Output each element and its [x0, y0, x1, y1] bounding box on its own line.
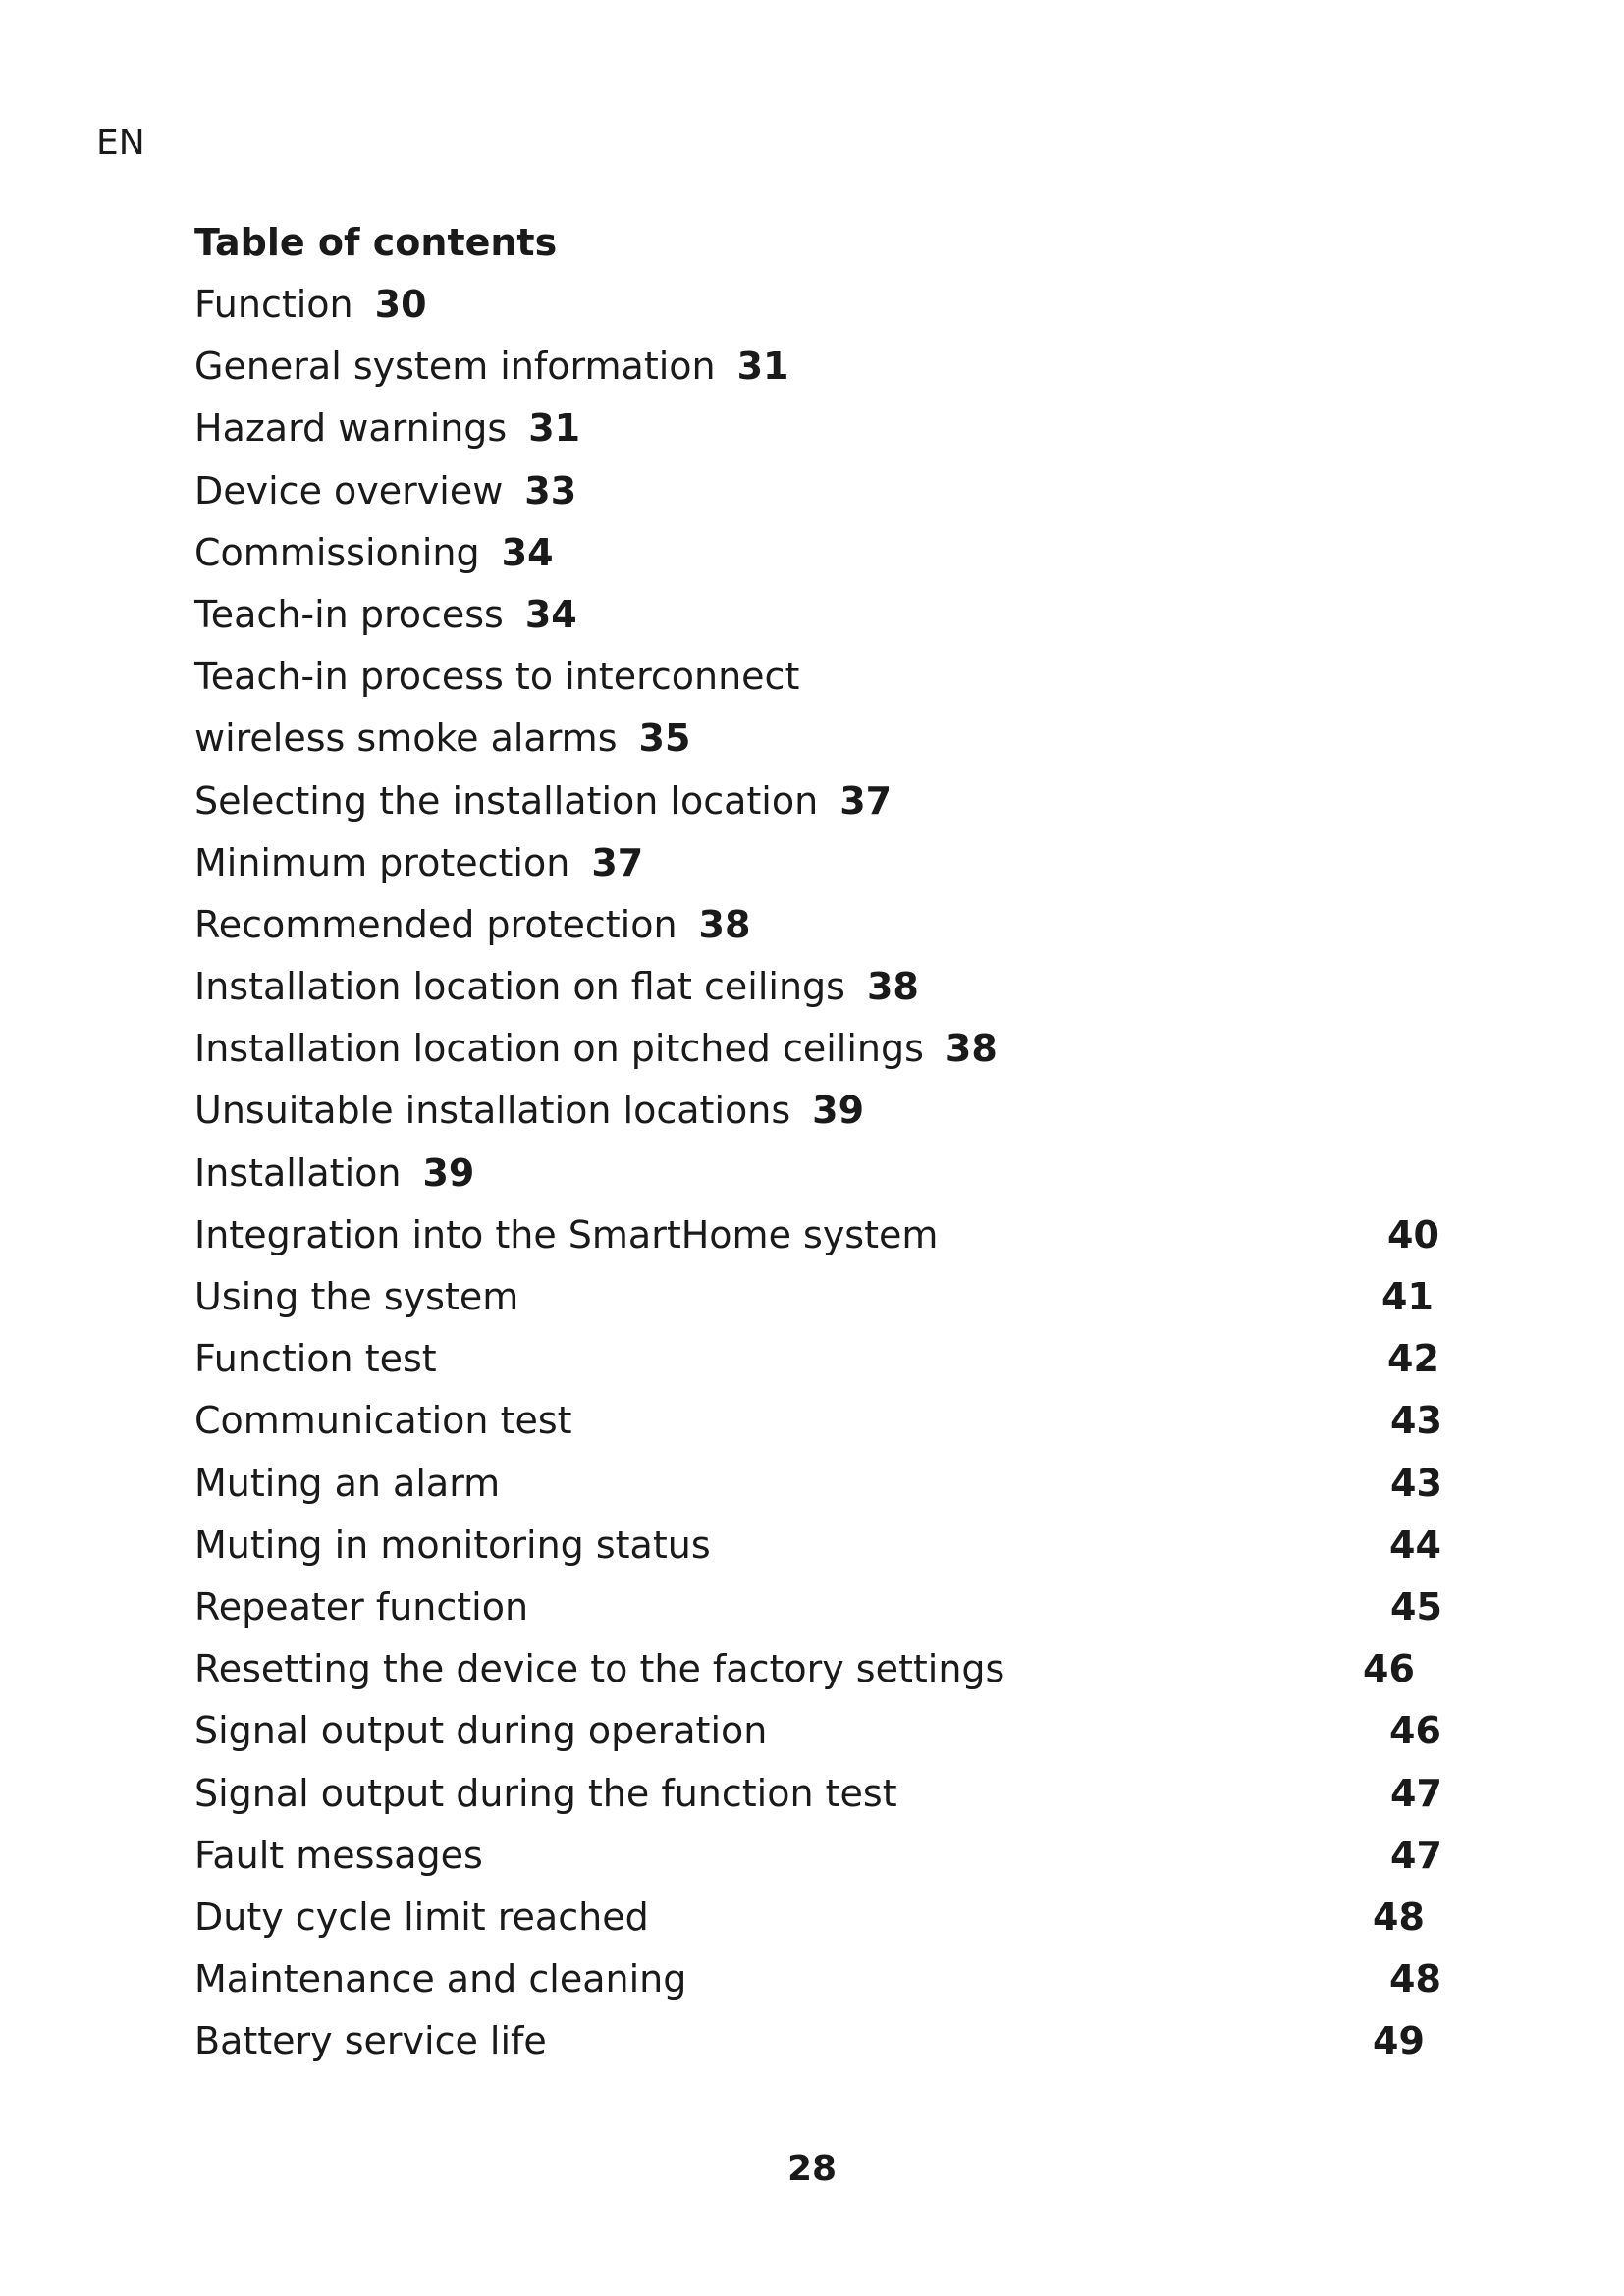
toc-entry-label: Function test — [194, 1337, 437, 1381]
toc-entry-page: 38 — [866, 965, 919, 1009]
toc-entry-page: 34 — [501, 530, 554, 574]
toc-entry-label: Duty cycle limit reached — [194, 1895, 649, 1939]
toc-entry-label: Muting in monitoring status — [194, 1522, 711, 1567]
toc-entry-label: Battery service life — [194, 2019, 547, 2063]
toc-entry-page: 47 — [1390, 1771, 1442, 1815]
toc-entry-page: 31 — [736, 345, 789, 389]
toc-entry[interactable] — [194, 1644, 1461, 1706]
toc-entry-page: 48 — [1389, 1957, 1441, 2002]
toc-entry-page: 35 — [638, 717, 691, 761]
toc-entry[interactable] — [194, 1521, 1461, 1582]
toc-entry-label: Maintenance and cleaning — [194, 1957, 687, 2002]
toc-entry[interactable] — [194, 466, 1461, 528]
toc-entry-page: 45 — [1390, 1584, 1442, 1629]
toc-entry[interactable] — [194, 1954, 1461, 2016]
toc-entry[interactable] — [194, 403, 1461, 465]
toc-entry[interactable] — [194, 280, 1461, 342]
toc-entry-page: 47 — [1390, 1833, 1442, 1877]
toc-entry[interactable] — [194, 1893, 1461, 1954]
toc-entry-page: 37 — [591, 840, 644, 884]
toc-entry-label: Installation location on pitched ceilings — [194, 1027, 924, 1071]
toc-entry-label: Fault messages — [194, 1833, 483, 1877]
toc-entry[interactable] — [194, 962, 1461, 1024]
toc-entry[interactable] — [194, 1769, 1461, 1831]
toc-entry-page: 49 — [1373, 2019, 1425, 2063]
toc-entry[interactable] — [194, 1706, 1461, 1768]
toc-entry-label: Hazard warnings — [194, 406, 508, 451]
toc-entry-label: Installation location on flat ceilings — [194, 965, 845, 1009]
toc-entry-label: Installation — [194, 1150, 402, 1195]
toc-entry-label: Muting an alarm — [194, 1461, 501, 1505]
toc-entry-label: Communication test — [194, 1399, 572, 1443]
toc-entry-label: Teach-in process — [194, 592, 504, 636]
toc-entry-label: Device overview — [194, 468, 504, 512]
toc-entry[interactable] — [194, 1459, 1461, 1521]
toc-entry-label: Using the system — [194, 1275, 519, 1318]
toc-entry-page: 34 — [524, 592, 577, 636]
toc-entry[interactable] — [194, 900, 1461, 962]
toc-entry[interactable] — [194, 528, 1461, 590]
toc-entry-label: Function — [194, 283, 353, 326]
toc-entry-page: 48 — [1373, 1895, 1425, 1939]
toc-entry-label: Resetting the device to the factory settings — [194, 1647, 1005, 1691]
toc-entry[interactable] — [194, 838, 1461, 900]
toc-entry-label: Integration into the SmartHome system — [194, 1212, 939, 1256]
toc-entry-page: 30 — [374, 283, 427, 326]
toc-entry[interactable] — [194, 1831, 1461, 1893]
toc-entry-page: 39 — [422, 1150, 475, 1195]
toc-entry-label: General system information — [194, 345, 716, 389]
toc-entry[interactable] — [194, 1210, 1461, 1272]
toc-entry-label: Signal output during operation — [194, 1709, 768, 1753]
toc-entry-page: 46 — [1389, 1709, 1441, 1753]
toc-list — [194, 280, 1461, 2078]
toc-entry[interactable] — [194, 776, 1461, 838]
toc-entry[interactable] — [194, 1086, 1461, 1148]
toc-entry[interactable] — [194, 714, 1461, 775]
toc-entry[interactable] — [194, 1148, 1461, 1210]
toc-entry-page: 43 — [1390, 1461, 1442, 1505]
toc-entry-label: Commissioning — [194, 530, 480, 574]
toc-entry-page: 40 — [1387, 1212, 1439, 1256]
toc-entry-page: 33 — [524, 468, 577, 512]
toc-entry-label: Recommended protection — [194, 902, 677, 946]
toc-entry-label: Teach-in process to interconnect — [194, 655, 800, 699]
toc-entry-label: Signal output during the function test — [194, 1771, 897, 1815]
toc-entry-label: Unsuitable installation locations — [194, 1089, 791, 1133]
toc-entry-page: 31 — [528, 406, 581, 451]
toc-entry[interactable] — [194, 1024, 1461, 1086]
toc-entry[interactable] — [194, 652, 1461, 714]
toc-entry-label: wireless smoke alarms — [194, 717, 618, 761]
toc-entry-label: Repeater function — [194, 1584, 529, 1629]
toc-entry-page: 38 — [945, 1027, 998, 1071]
toc-entry[interactable] — [194, 342, 1461, 403]
toc-entry[interactable] — [194, 1272, 1461, 1334]
toc-entry-label: Minimum protection — [194, 840, 570, 884]
page-number: 28 — [786, 2149, 838, 2189]
toc-entry-page: 42 — [1387, 1337, 1439, 1381]
toc-entry[interactable] — [194, 1582, 1461, 1644]
toc-entry-page: 44 — [1389, 1522, 1441, 1567]
toc-entry[interactable] — [194, 1396, 1461, 1458]
toc-entry-page: 39 — [812, 1089, 865, 1133]
toc-entry[interactable] — [194, 2016, 1461, 2078]
toc-entry-page: 46 — [1363, 1647, 1415, 1691]
toc-entry-label: Selecting the installation location — [194, 778, 819, 823]
language-code: EN — [96, 123, 145, 163]
toc-title: Table of contents — [194, 221, 558, 264]
toc-entry-page: 43 — [1390, 1399, 1442, 1443]
toc-entry-page: 38 — [698, 902, 751, 946]
toc-entry-page: 41 — [1381, 1275, 1434, 1318]
toc-entry-page: 37 — [839, 778, 893, 823]
toc-entry[interactable] — [194, 590, 1461, 652]
toc-entry[interactable] — [194, 1334, 1461, 1396]
